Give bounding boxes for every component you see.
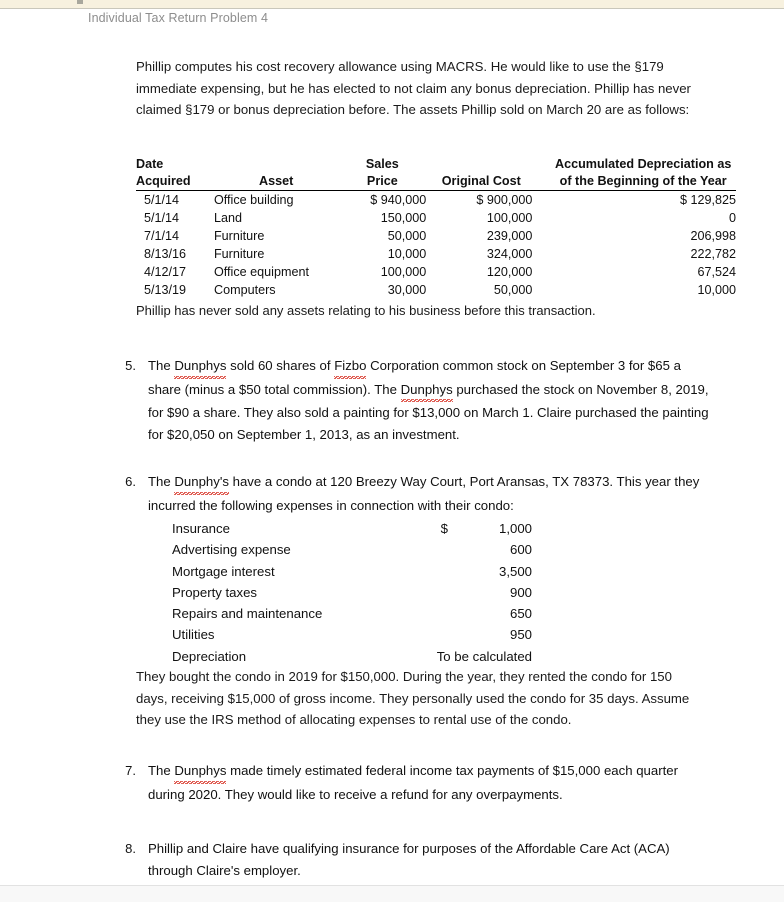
accum-header-line2: of the Beginning of the Year bbox=[559, 173, 727, 188]
cell-accum: 206,998 bbox=[690, 228, 736, 243]
list-item-8 bbox=[112, 838, 692, 881]
cell-asset: Furniture bbox=[213, 228, 265, 243]
item7-text-a: The bbox=[148, 763, 175, 778]
table-row bbox=[136, 227, 736, 245]
cell-cost: $ 900,000 bbox=[476, 192, 533, 207]
cell-date: 8/13/16 bbox=[144, 247, 187, 262]
list-item bbox=[172, 582, 532, 603]
cell-accum: 0 bbox=[728, 210, 736, 225]
date-header-line1: Date bbox=[136, 157, 164, 171]
currency-symbol bbox=[424, 603, 458, 624]
list-item-7 bbox=[112, 760, 692, 805]
cell-date: 7/1/14 bbox=[144, 228, 180, 243]
currency-symbol bbox=[424, 539, 458, 560]
intro-paragraph: Phillip computes his cost recovery allowance using MACRS. He would like to use the §179 immediate expensing, but he has elected to not claim any bonus depreciation. Phillip has never claimed §179 or bonus depreciation before. The assets Phillip sold on March 20 are as follows: bbox=[136, 59, 691, 117]
cell-asset: Office building bbox=[213, 192, 294, 207]
expense-label: Insurance bbox=[172, 521, 230, 536]
list-item bbox=[172, 561, 532, 582]
sales-header-line2: Price bbox=[366, 173, 398, 188]
cell-accum: $ 129,825 bbox=[679, 192, 736, 207]
cell-asset: Office equipment bbox=[213, 265, 309, 280]
misspelled-word: Dunphys bbox=[174, 355, 226, 379]
expense-value: 900 bbox=[509, 584, 532, 600]
currency-symbol: $ bbox=[440, 521, 448, 536]
item6-text-a: The bbox=[148, 474, 175, 489]
column-header-asset bbox=[214, 156, 338, 191]
condo-details-paragraph: They bought the condo in 2019 for $150,000. During the year, they rented the condo for 150 days, receiving $15,000 of gross income. They personally used the condo for 35 days. Assume they use the IRS method of allocating expenses to rental use of the condo. bbox=[136, 669, 690, 727]
cell-asset: Computers bbox=[213, 283, 276, 298]
expense-label: Mortgage interest bbox=[172, 563, 275, 579]
currency-symbol bbox=[424, 582, 458, 603]
item6-text-b: have a condo at 120 Breezy Way Court, Port Aransas, TX 78373. This year they incurred the following expenses in connection with their condo: bbox=[148, 474, 700, 513]
expense-label: Utilities bbox=[172, 627, 215, 643]
cell-cost: 50,000 bbox=[493, 283, 533, 298]
document-page bbox=[0, 9, 784, 885]
cell-date: 5/1/14 bbox=[144, 210, 180, 225]
cell-sales: 10,000 bbox=[387, 247, 427, 262]
item-8-text: Phillip and Claire have qualifying insurance for purposes of the Affordable Care Act (ACA) through Claire's employer. bbox=[148, 841, 670, 878]
list-item-5 bbox=[112, 355, 712, 445]
expense-value-note: To be calculated bbox=[436, 648, 532, 664]
cell-sales: 30,000 bbox=[387, 283, 427, 298]
cell-date: 4/12/17 bbox=[144, 265, 187, 280]
window-top-strip bbox=[0, 0, 784, 9]
cell-asset: Furniture bbox=[213, 247, 265, 262]
item-7-text bbox=[148, 760, 692, 805]
cell-asset: Land bbox=[213, 210, 243, 225]
page-title: Individual Tax Return Problem 4 bbox=[88, 11, 269, 25]
date-header-line2: Acquired bbox=[136, 173, 191, 188]
misspelled-word: Dunphys bbox=[174, 760, 226, 784]
cell-accum: 67,524 bbox=[697, 265, 736, 280]
item7-text-b: made timely estimated federal income tax payments of $15,000 each quarter during 2020. They would like to receive a refund for any overpayments. bbox=[148, 763, 679, 802]
item-number: 6. bbox=[125, 474, 136, 489]
accum-header-line1: Accumulated Depreciation as bbox=[554, 157, 732, 171]
item-5-text bbox=[148, 355, 712, 445]
list-item-6 bbox=[112, 471, 702, 516]
expense-value: 600 bbox=[509, 542, 532, 558]
column-header-original-cost bbox=[430, 156, 550, 191]
cost-header-label: Original Cost bbox=[441, 173, 521, 188]
table-row bbox=[136, 209, 736, 227]
expense-value: 3,500 bbox=[498, 563, 532, 579]
item5-text-c: Corporation common stock on September 3 for $65 a share (minus a $50 total commission). The bbox=[148, 358, 681, 397]
table-footnote: Phillip has never sold any assets relating to his business before this transaction. bbox=[136, 303, 596, 318]
cell-date: 5/13/19 bbox=[144, 283, 187, 298]
expense-label: Repairs and maintenance bbox=[172, 606, 323, 622]
expense-label: Property taxes bbox=[172, 584, 258, 600]
cell-date: 5/1/14 bbox=[144, 192, 180, 207]
table-row bbox=[136, 263, 736, 281]
list-item bbox=[172, 646, 532, 667]
column-header-accumulated-depreciation bbox=[550, 156, 736, 191]
expense-value: 950 bbox=[509, 627, 532, 643]
item-number: 7. bbox=[125, 763, 136, 778]
list-item bbox=[172, 603, 532, 624]
column-header-sales-price bbox=[338, 156, 430, 191]
condo-expense-list bbox=[172, 518, 532, 667]
column-header-date-acquired bbox=[136, 156, 214, 191]
misspelled-word: Dunphys bbox=[401, 379, 453, 403]
item-number: 8. bbox=[125, 841, 136, 856]
item5-text-d: purchased the stock on November 8, 2019, for $90 a share. They also sold a painting for $13,000 on March 1. Claire purchased the painting for $20,050 on September 1, 2013, as an investment. bbox=[148, 381, 709, 442]
cell-accum: 10,000 bbox=[697, 283, 736, 298]
misspelled-word: Fizbo bbox=[334, 355, 366, 379]
asset-header-label: Asset bbox=[259, 173, 294, 188]
currency-symbol bbox=[424, 561, 458, 582]
table-row bbox=[136, 281, 736, 299]
cell-sales: 100,000 bbox=[380, 265, 427, 280]
cell-sales: 50,000 bbox=[387, 228, 427, 243]
list-item bbox=[172, 518, 532, 539]
cell-cost: 239,000 bbox=[486, 228, 533, 243]
cell-cost: 120,000 bbox=[486, 265, 533, 280]
cell-cost: 100,000 bbox=[486, 210, 533, 225]
table-row bbox=[136, 191, 736, 210]
expense-label: Depreciation bbox=[172, 648, 247, 664]
cell-sales: 150,000 bbox=[380, 210, 427, 225]
list-item bbox=[172, 624, 532, 645]
currency-symbol bbox=[424, 624, 458, 645]
expense-value: 650 bbox=[509, 606, 532, 622]
asset-disposition-table bbox=[136, 156, 736, 300]
expense-value: 1,000 bbox=[498, 521, 532, 536]
sales-header-line1: Sales bbox=[365, 157, 399, 171]
cell-cost: 324,000 bbox=[486, 247, 533, 262]
cell-accum: 222,782 bbox=[690, 247, 736, 262]
list-item bbox=[172, 539, 532, 560]
window-bottom-strip bbox=[0, 885, 784, 902]
asset-table-body bbox=[136, 191, 736, 300]
item5-text-b: sold 60 shares of bbox=[226, 358, 335, 373]
table-row bbox=[136, 245, 736, 263]
item-number: 5. bbox=[125, 358, 136, 373]
table-header-row bbox=[136, 156, 736, 191]
expense-label: Advertising expense bbox=[172, 542, 291, 558]
cell-sales: $ 940,000 bbox=[370, 192, 427, 207]
misspelled-word: Dunphy's bbox=[174, 471, 229, 495]
clipped-toolbar-glyph bbox=[77, 0, 83, 4]
item-6-text bbox=[148, 471, 702, 516]
item5-text-a: The bbox=[148, 358, 175, 373]
